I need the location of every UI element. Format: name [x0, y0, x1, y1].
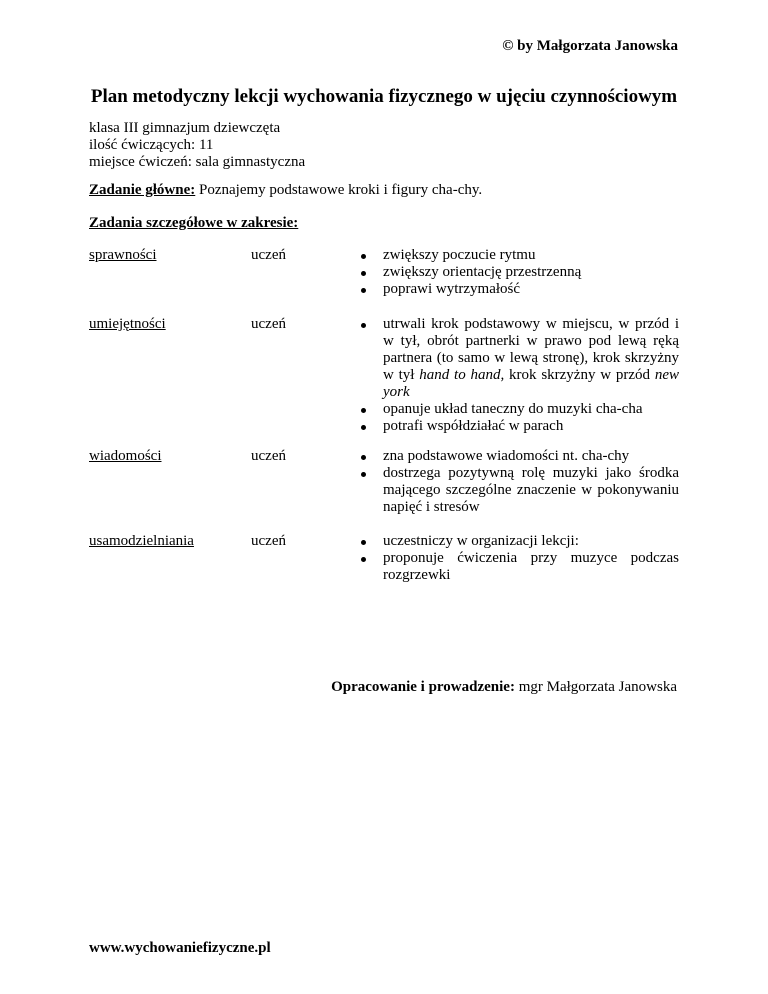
area-subject: uczeń: [251, 247, 286, 263]
page-title: Plan metodyczny lekcji wychowania fizycznego w ujęciu czynnościowym: [90, 86, 678, 107]
area-goals: [358, 247, 679, 298]
area-goals: [358, 533, 679, 584]
goal-item: dostrzega pozytywną rolę muzyki jako środka mającego szczególne znaczenie w pokonywaniu napięć i stresów: [358, 465, 679, 516]
author-label: Opracowanie i prowadzenie:: [331, 679, 515, 695]
goal-figure-name: new york: [383, 367, 679, 400]
goal-figure-name: hand to hand,: [419, 367, 505, 383]
goal-item: opanuje układ taneczny do muzyki cha-cha: [358, 401, 679, 418]
area-category: umiejętności: [89, 316, 166, 332]
main-task: [89, 182, 482, 199]
goal-text: utrwali krok podstawowy w miejscu, w przód i w tył, obrót partnerki w prawo pod lewą ręką partnera (to samo w lewą stronę), krok skrzyżny w tył: [383, 316, 679, 383]
goal-item: potrafi współdziałać w parach: [358, 418, 679, 435]
copyright-notice: © by Małgorzata Janowska: [502, 38, 678, 54]
goal-item: zwiększy poczucie rytmu: [358, 247, 679, 264]
goal-item: [358, 316, 679, 401]
class-info: klasa III gimnazjum dziewczęta: [89, 120, 281, 136]
area-goals: [358, 448, 679, 516]
area-category: wiadomości: [89, 448, 162, 464]
area-subject: uczeń: [251, 448, 286, 464]
goal-text: krok skrzyżny w przód: [504, 367, 655, 383]
participant-count: ilość ćwiczących: 11: [89, 137, 214, 153]
area-goals: [358, 316, 679, 435]
area-subject: uczeń: [251, 316, 286, 332]
main-task-label: Zadanie główne:: [89, 182, 196, 198]
lesson-meta: [89, 120, 305, 171]
goal-item: zwiększy orientację przestrzenną: [358, 264, 679, 281]
author-line: [331, 679, 677, 696]
goal-item: proponuje ćwiczenia przy muzyce podczas rozgrzewki: [358, 550, 679, 584]
goal-item: zna podstawowe wiadomości nt. cha-chy: [358, 448, 679, 465]
area-subject: uczeń: [251, 533, 286, 549]
detailed-tasks-heading: Zadania szczegółowe w zakresie:: [89, 215, 299, 231]
footer-website: www.wychowaniefizyczne.pl: [89, 940, 271, 956]
goal-item: poprawi wytrzymałość: [358, 281, 679, 298]
main-task-text: Poznajemy podstawowe kroki i figury cha-chy.: [195, 182, 483, 198]
lesson-place: miejsce ćwiczeń: sala gimnastyczna: [89, 154, 306, 170]
area-category: sprawności: [89, 247, 157, 263]
goal-item: uczestniczy w organizacji lekcji:: [358, 533, 679, 550]
area-category: usamodzielniania: [89, 533, 194, 549]
author-name: mgr Małgorzata Janowska: [514, 679, 677, 695]
